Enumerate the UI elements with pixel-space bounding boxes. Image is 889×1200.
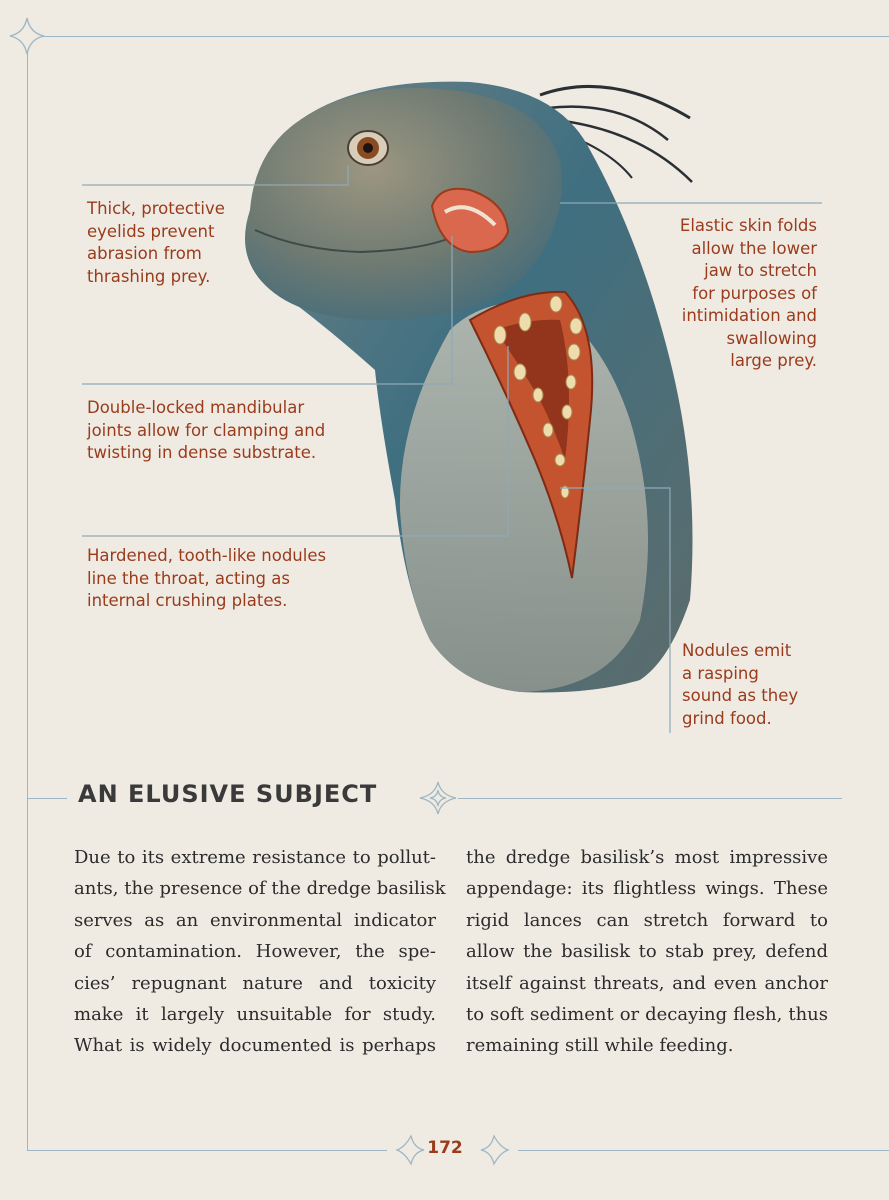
callout-nodules (87, 545, 326, 613)
callout-line: sound as they (682, 686, 799, 705)
body-line: ants, the presence of the dredge basilisk (74, 878, 446, 900)
body-line: What is widely documented is perhaps (74, 1035, 436, 1057)
body-line: cies’ repugnant nature and toxicity (74, 972, 436, 994)
callout-line: jaw to stretch (704, 261, 817, 280)
callout-line: twisting in dense substrate. (87, 443, 317, 462)
callout-line: allow the lower (691, 238, 817, 258)
callout-line: Double-locked mandibular (87, 398, 305, 417)
body-right-column (466, 842, 828, 1062)
body-line: serves as an environmental indicator (74, 909, 436, 931)
body-line: of contamination. However, the spe- (74, 941, 436, 963)
callout-line: Hardened, tooth-like nodules (87, 546, 327, 565)
body-line: make it largely unsuitable for study. (74, 1004, 436, 1026)
body-line: the dredge basilisk’s most impressive (466, 847, 828, 868)
callout-line: swallowing (726, 328, 817, 348)
body-line: Due to its extreme resistance to pollut- (74, 847, 436, 868)
section-heading: AN ELUSIVE SUBJECT (78, 780, 378, 808)
callout-line: thrashing prey. (87, 266, 211, 286)
heading-diamond-icon (420, 782, 456, 814)
body-line: appendage: its flightless wings. These (466, 878, 828, 900)
callout-line: grind food. (682, 708, 772, 728)
callout-line: joints allow for clamping and (87, 420, 326, 440)
corner-diamond-icon (10, 18, 44, 54)
page-number: 172 (427, 1138, 463, 1158)
callout-line: intimidation and (681, 306, 817, 325)
callout-rasping (682, 640, 798, 730)
callout-line: eyelids prevent (87, 221, 215, 241)
callout-skin (616, 215, 817, 373)
callout-line: Elastic skin folds (679, 216, 817, 235)
body-left-column (74, 842, 446, 1062)
callout-line: Thick, protective (87, 199, 225, 218)
callout-line: line the throat, acting as (87, 568, 290, 588)
body-line: itself against threats, and even anchor (466, 972, 828, 994)
body-line: rigid lances can stretch forward to (466, 909, 828, 931)
callout-line: Nodules emit (682, 641, 792, 660)
callout-line: a rasping (682, 663, 759, 683)
callout-line: abrasion from (87, 244, 202, 263)
callout-eyelids (87, 198, 225, 288)
callout-line: large prey. (730, 351, 817, 370)
body-line: allow the basilisk to stab prey, defend (466, 941, 828, 963)
body-line: remaining still while feeding. (466, 1035, 734, 1057)
callout-line: internal crushing plates. (87, 591, 288, 610)
body-line: to soft sediment or decaying flesh, thus (466, 1004, 828, 1026)
callout-line: for purposes of (692, 283, 817, 303)
callout-mandible (87, 397, 325, 465)
